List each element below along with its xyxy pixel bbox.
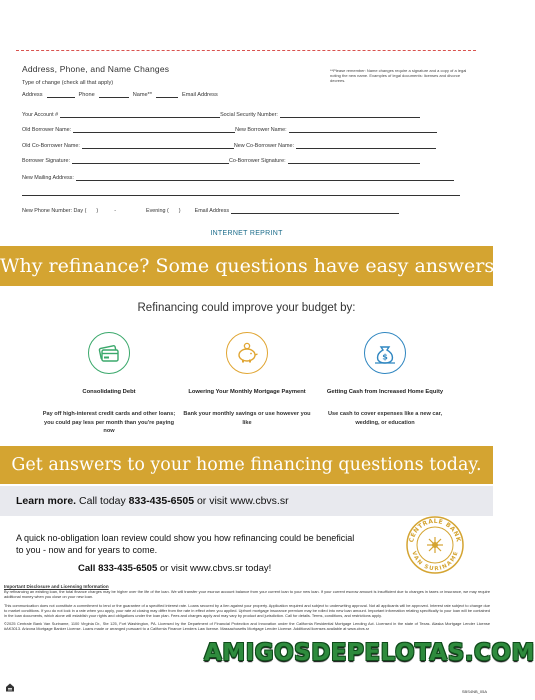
equal-housing-icon (5, 683, 15, 692)
coborrower-sig-label: Co-Borrower Signature: (228, 158, 286, 164)
evening-paren-close: ) (178, 208, 181, 214)
type-prompt: Type of change (check all that apply) (22, 80, 114, 86)
feature-desc: Use cash to cover expenses like a new car, wedding, or education (327, 411, 443, 426)
row-phone (22, 208, 399, 214)
form-note: **Please remember: Name changes require a signature and a copy of a legal noting the new name. Examples of legal documents: licenses and divorce decrees. (330, 68, 467, 83)
why-refinance-banner: Why refinance? Some questions have easy answers. (0, 246, 493, 286)
row-signatures (22, 158, 420, 164)
type-address[interactable]: Address (22, 92, 43, 98)
account-label: Your Account # (22, 112, 59, 118)
row-borrower (22, 127, 437, 133)
seal-top-text: CENTRALE BANK (408, 517, 462, 544)
or-visit-text: or visit (196, 495, 228, 507)
feature-consolidating-debt (34, 332, 184, 436)
old-borrower-label: Old Borrower Name: (22, 127, 72, 133)
row-mailing-2 (22, 190, 460, 196)
feature-title: Getting Cash from Increased Home Equity (326, 389, 444, 395)
change-form (22, 64, 472, 214)
old-coborrower-field[interactable] (82, 143, 234, 149)
borrower-sig-field[interactable] (72, 158, 229, 164)
call-line (78, 563, 271, 574)
ssn-label: Social Security Number: (220, 112, 278, 118)
call-phone-link[interactable]: 833-435-6505 (98, 563, 158, 574)
new-coborrower-field[interactable] (296, 143, 436, 149)
improve-title: Refinancing could improve your budget by: (137, 302, 356, 314)
borrower-sig-label: Borrower Signature: (22, 158, 70, 164)
learn-phone-link[interactable]: 833-435-6505 (128, 495, 195, 507)
email-label: Email Address (194, 208, 230, 214)
new-coborrower-label: New Co-Borrower Name: (233, 143, 295, 149)
tear-off-line (16, 50, 476, 51)
feature-title: Lowering Your Monthly Mortgage Payment (188, 389, 306, 395)
feature-title: Consolidating Debt (82, 389, 136, 395)
seal-bottom-text: VAN SURINAME (410, 550, 460, 573)
type-name[interactable]: Name** (132, 92, 152, 98)
row-coborrower (22, 143, 436, 149)
learn-more-label: Learn more. (16, 495, 77, 507)
debt-icon (88, 332, 130, 374)
call-site-link[interactable]: www.cbvs.sr (189, 563, 243, 574)
centrale-bank-seal (405, 515, 465, 575)
call-today: today! (245, 563, 272, 574)
feature-lower-payment (172, 332, 322, 427)
call-today-text: Call today (79, 495, 126, 507)
learn-site-link[interactable]: www.cbvs.sr (230, 495, 289, 507)
disclosure (4, 584, 490, 632)
feature-desc: Pay off high-interest credit cards and other loans; you could pay less per month than you're paying now (42, 411, 176, 434)
ssn-field[interactable] (280, 112, 420, 118)
feature-cash-equity (310, 332, 460, 427)
new-borrower-label: New Borrower Name: (235, 127, 287, 133)
call-or-visit: or visit (159, 563, 188, 574)
account-field[interactable] (60, 112, 220, 118)
quick-review-text: A quick no-obligation loan review could show you how refinancing could be beneficial to you - now and for years to come. (16, 533, 355, 555)
mailing-label: New Mailing Address: (22, 175, 74, 181)
form-title: Address, Phone, and Name Changes (22, 64, 170, 74)
old-borrower-field[interactable] (73, 127, 235, 133)
disclosure-p2: This communication does not constitute a commitment to lend or the guarantee of a specified interest rate. Loans secured by a lien against your property. Application required and subject to underwriting approval. Not all applicants will be approved. Interest rate subject to change due to market conditions. If you do not lock in a rate when you apply, your rate at closing may differ from the rate in effect when you applied. Upfront mortgage insurance premium may be rolled into new loan amount. Important information relating specifically to your loan will be contained in the loan documents, which alone will establish your rights and obligations under the loan plan. Fees and charges apply and may vary by product and jurisdiction. Call for details. Terms, conditions, and restrictions apply. (4, 602, 490, 619)
svg-text:$: $ (382, 352, 388, 362)
type-options (22, 92, 472, 98)
learn-more-bar (0, 486, 493, 516)
document-code: SBS4NB_05A (461, 689, 487, 694)
mailing-field[interactable] (76, 175, 454, 181)
email-field[interactable] (231, 208, 399, 214)
money-bag-icon (364, 332, 406, 374)
get-answers-banner: Get answers to your home financing questions today. (0, 446, 493, 484)
disclosure-heading: Important Disclosure and Licensing Information (4, 584, 109, 589)
row-account (22, 112, 420, 118)
day-paren-close: ) (96, 208, 99, 214)
address-blank[interactable] (47, 92, 75, 98)
feature-desc: Bank your monthly savings or use however you like (183, 411, 311, 426)
call-label: Call (78, 563, 96, 574)
day-dash: - (114, 208, 117, 214)
old-coborrower-label: Old Co-Borrower Name: (22, 143, 80, 149)
type-phone[interactable]: Phone (78, 92, 95, 98)
evening-label: Evening ( (146, 208, 169, 214)
watermark: AMIGOSDEPELOTAS.COM (204, 640, 535, 666)
coborrower-sig-field[interactable] (288, 158, 420, 164)
disclosure-p1: By refinancing an existing loan, the total finance charges may be higher over the life of the loan. We will transfer your escrow account balance from your current loan to your new loan. If your current escrow amount is insufficient due to changes in taxes or insurance, we may require additional money when you close on your new loan. (4, 589, 490, 600)
phone-blank[interactable] (99, 92, 129, 98)
new-borrower-field[interactable] (289, 127, 437, 133)
type-email[interactable]: Email Address (182, 92, 218, 98)
mailing-field-line2[interactable] (22, 190, 460, 196)
piggy-bank-icon (226, 332, 268, 374)
name-blank[interactable] (156, 92, 178, 98)
disclosure-p3: ©2025 Centrale Bank Van Suriname, 1100 Virginia Dr., Ste 125, Fort Washington, PA. Licensed by the Department of Financial Protection and Innovation under the California Residential Mortgage Lending Act. Licensed in the state of Texas. Alaska Mortgage Lender License #AK3013. Arizona Mortgage Banker License. Loans made or arranged pursuant to a California Finance Lenders Law license. Massachusetts Mortgage Lender License. Additional licenses available at www.cbvs.sr (4, 621, 490, 632)
new-phone-label: New Phone Number: Day ( (22, 208, 87, 214)
internet-reprint: INTERNET REPRINT (210, 230, 283, 237)
row-mailing (22, 175, 454, 181)
